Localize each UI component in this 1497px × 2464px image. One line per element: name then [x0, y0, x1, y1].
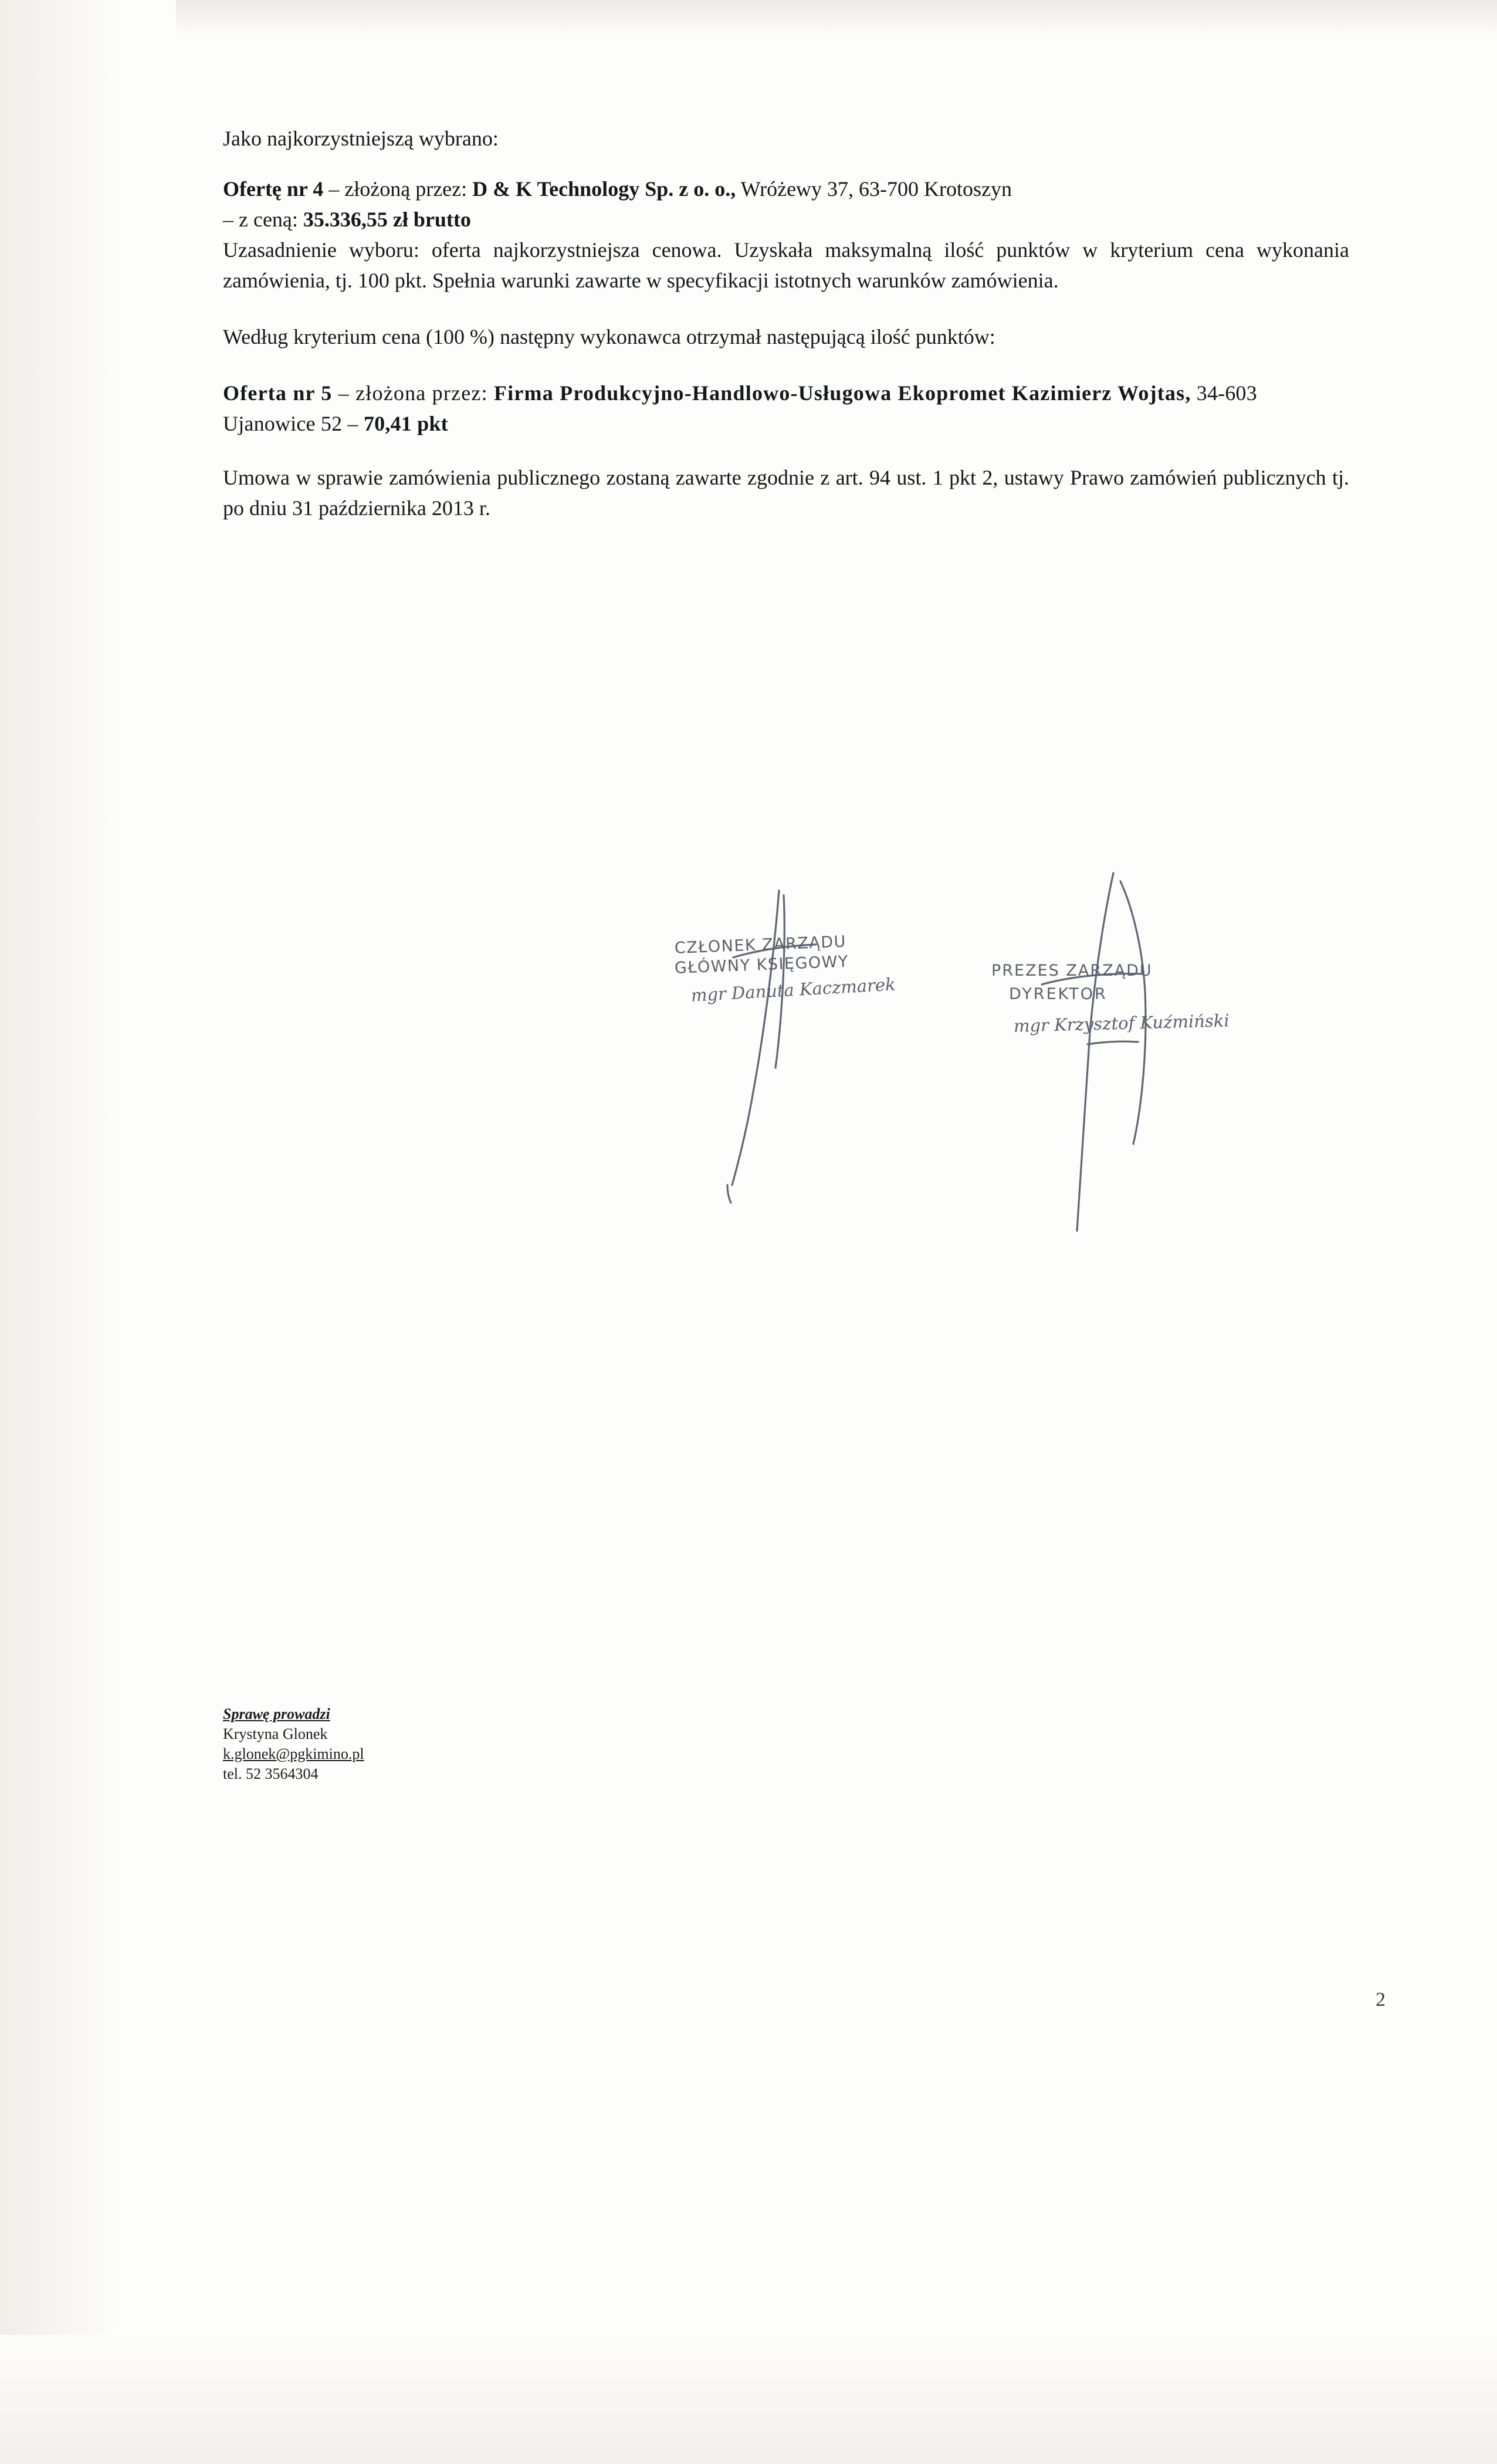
signature-right-role-line-1: PREZES ZARZĄDU: [991, 962, 1153, 980]
next-offer-submitted-by: złożona przez:: [355, 381, 494, 405]
selected-offer-label: Ofertę nr 4: [223, 177, 324, 201]
signature-ink-right: [927, 868, 1232, 1244]
spacer: [223, 352, 1349, 378]
signature-right-role-line-2: DYREKTOR: [1009, 985, 1107, 1003]
footer-phone: tel. 52 3564304: [223, 1765, 319, 1782]
next-offer-label: Oferta nr 5: [223, 381, 333, 405]
signature-left-role-line-1: CZŁONEK ZARZĄDU: [674, 932, 847, 957]
signature-ink-left: [639, 880, 886, 1209]
next-offer-dash: –: [332, 381, 356, 405]
criterion-line: Według kryterium cena (100 %) następny wykonawca otrzymał następującą ilość punktów:: [223, 325, 995, 348]
spacer: [223, 439, 1349, 462]
next-offer-address: 34-603 Ujanowice 52: [223, 381, 1257, 435]
selected-offer-paragraph: [223, 174, 1349, 235]
next-offer-paragraph: [223, 378, 1349, 439]
scan-shadow-bottom: [0, 2335, 1497, 2464]
signature-right-name: mgr Krzysztof Kuźmiński: [1013, 1010, 1230, 1036]
next-offer-company: Firma Produkcyjno-Handlowo-Usługowa Ekopromet Kazimierz Wojtas,: [493, 381, 1191, 405]
page-number: 2: [1376, 1989, 1386, 2011]
selected-offer-price: 35.336,55 zł brutto: [303, 208, 471, 231]
selected-offer-address: Wróżewy 37, 63-700 Krotoszyn: [736, 177, 1012, 201]
selected-offer-dash: – złożoną przez:: [323, 177, 473, 201]
spacer: [223, 154, 1349, 174]
footer-email[interactable]: k.glonek@pgkimino.pl: [223, 1745, 364, 1762]
signature-right: [991, 961, 1230, 1036]
next-offer-points: 70,41 pkt: [363, 412, 448, 435]
signature-left-role-line-2: GŁÓWNY KSIĘGOWY: [674, 952, 849, 977]
document-body: [223, 123, 1349, 523]
spacer: [223, 296, 1349, 321]
footer-heading: Sprawę prowadzi: [223, 1705, 330, 1722]
intro-line: Jako najkorzystniejszą wybrano:: [223, 127, 499, 150]
selected-offer-price-prefix: – z ceną:: [223, 208, 303, 231]
scan-shadow-top: [0, 0, 1497, 35]
contract-note-paragraph: Umowa w sprawie zamówienia publicznego zostaną zawarte zgodnie z art. 94 ust. 1 pkt 2, ustawy Prawo zamówień publicznych tj. po dniu 31 października 2013 r.: [223, 466, 1349, 520]
footer-contact: [223, 1704, 364, 1784]
signature-left-name: mgr Danuta Kaczmarek: [690, 974, 896, 1006]
next-offer-points-dash: –: [347, 412, 364, 435]
footer-person: Krystyna Glonek: [223, 1725, 328, 1742]
signature-area: [675, 892, 1379, 1255]
scan-shadow-left: [0, 0, 176, 2464]
signature-left: [674, 932, 896, 1006]
selected-offer-company: D & K Technology Sp. z o. o.,: [472, 177, 736, 201]
justification-paragraph: Uzasadnienie wyboru: oferta najkorzystniejsza cenowa. Uzyskała maksymalną ilość punktów w kryterium cena wykonania zamówienia, tj. 100 pkt. Spełnia warunki zawarte w specyfikacji istotnych warunków zamówienia.: [223, 238, 1349, 292]
